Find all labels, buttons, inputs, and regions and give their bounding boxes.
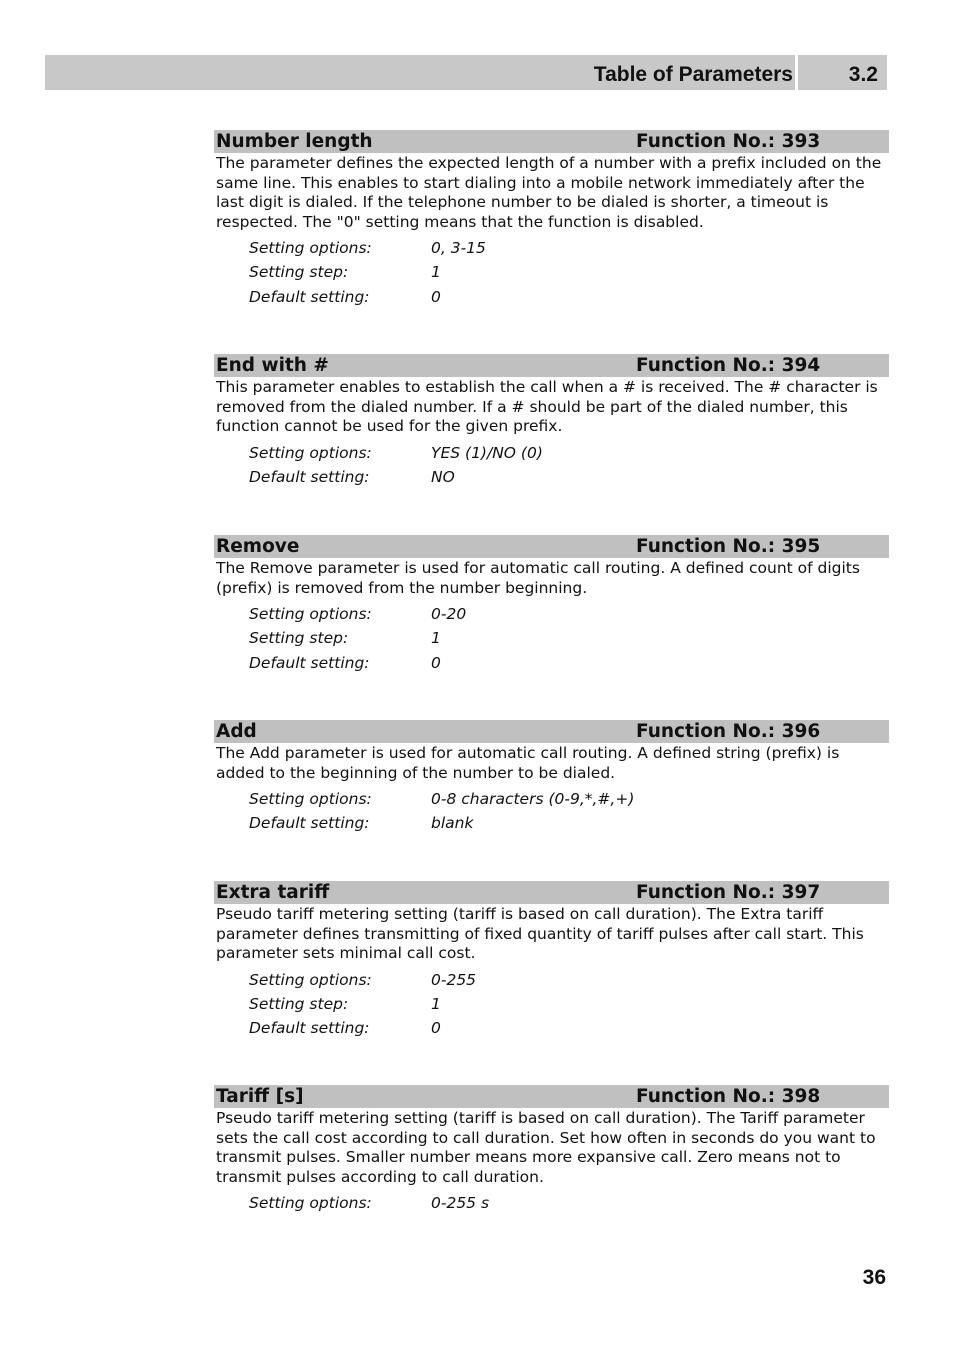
setting-row bbox=[214, 626, 889, 650]
setting-label: Default setting: bbox=[249, 287, 370, 306]
setting-value: 0 bbox=[431, 1019, 441, 1038]
section-header bbox=[214, 720, 889, 743]
setting-value: blank bbox=[431, 814, 474, 833]
setting-row bbox=[214, 285, 889, 309]
setting-label: Setting options: bbox=[249, 239, 372, 257]
setting-label: Default setting: bbox=[249, 1019, 370, 1038]
parameter-section-398 bbox=[214, 1085, 889, 1215]
chapter-number: 3.2 bbox=[848, 63, 878, 86]
setting-value: 1 bbox=[431, 629, 441, 648]
function-number: Function No.: 396 bbox=[636, 721, 821, 742]
section-description: The parameter defines the expected length of a number with a prefix included on the same line. This enables to start dialing into a mobile network immediately after the last digit is dialed. If the telephone number to be dialed is shorter, a timeout is respected. The "0" setting means that the function is disabled. bbox=[216, 154, 882, 231]
section-header bbox=[214, 130, 889, 153]
setting-label: Setting step: bbox=[249, 629, 349, 648]
setting-value: 1 bbox=[431, 263, 441, 282]
section-description: The Add parameter is used for automatic call routing. A defined string (prefix) is added to the beginning of the number to be dialed. bbox=[216, 744, 840, 782]
setting-value: 0, 3-15 bbox=[431, 239, 486, 257]
setting-row bbox=[214, 787, 889, 811]
setting-value: YES (1)/NO (0) bbox=[431, 443, 543, 462]
section-title: Tariff [s] bbox=[216, 1086, 304, 1107]
function-number: Function No.: 393 bbox=[636, 131, 821, 152]
section-title: Remove bbox=[216, 536, 300, 557]
setting-row bbox=[214, 1191, 889, 1215]
setting-value: 0-255 bbox=[431, 970, 477, 989]
setting-label: Setting options: bbox=[249, 1194, 372, 1212]
function-number: Function No.: 395 bbox=[636, 536, 821, 557]
parameter-section-396 bbox=[214, 720, 889, 836]
setting-row bbox=[214, 260, 889, 284]
setting-value: 0 bbox=[431, 287, 441, 306]
section-description: The Remove parameter is used for automatic call routing. A defined count of digits (prefix) is removed from the number beginning. bbox=[216, 559, 860, 597]
section-title: End with # bbox=[216, 355, 329, 376]
setting-label: Setting options: bbox=[249, 790, 372, 808]
settings-list bbox=[214, 787, 889, 836]
settings-list bbox=[214, 1191, 889, 1215]
section-description: Pseudo tariff metering setting (tariff is based on call duration). The Tariff parameter sets the call cost according to call duration. Set how often in seconds do you want to transmit pulses. Smaller number means more expansive call. Zero means not to transmit pulses according to call duration. bbox=[216, 1109, 876, 1186]
setting-label: Default setting: bbox=[249, 467, 370, 486]
setting-row bbox=[214, 651, 889, 675]
setting-value: 0-20 bbox=[431, 605, 467, 623]
setting-row bbox=[214, 236, 889, 260]
setting-label: Setting step: bbox=[249, 994, 349, 1013]
section-header bbox=[214, 881, 889, 904]
setting-label: Setting options: bbox=[249, 605, 372, 623]
section-header bbox=[214, 1085, 889, 1108]
setting-row bbox=[214, 602, 889, 626]
setting-label: Setting options: bbox=[249, 443, 372, 462]
setting-row bbox=[214, 811, 889, 835]
parameter-section-395 bbox=[214, 535, 889, 675]
settings-list bbox=[214, 968, 889, 1041]
setting-label: Setting options: bbox=[249, 970, 372, 989]
page-header bbox=[45, 55, 887, 90]
setting-row bbox=[214, 465, 889, 489]
setting-label: Default setting: bbox=[249, 653, 370, 672]
page-number: 36 bbox=[862, 1266, 886, 1289]
function-number: Function No.: 397 bbox=[636, 882, 821, 903]
section-header bbox=[214, 354, 889, 377]
header-title: Table of Parameters bbox=[593, 63, 793, 86]
setting-value: 0-8 characters (0-9,*,#,+) bbox=[431, 790, 635, 808]
setting-value: 0 bbox=[431, 653, 441, 672]
function-number: Function No.: 394 bbox=[636, 355, 821, 376]
setting-row bbox=[214, 992, 889, 1016]
setting-row bbox=[214, 1016, 889, 1040]
parameter-section-397 bbox=[214, 881, 889, 1041]
setting-label: Setting step: bbox=[249, 263, 349, 282]
function-number: Function No.: 398 bbox=[636, 1086, 821, 1107]
section-title: Extra tariff bbox=[216, 882, 330, 903]
setting-row bbox=[214, 968, 889, 992]
parameter-section-393 bbox=[214, 130, 889, 309]
section-title: Add bbox=[216, 721, 257, 742]
setting-label: Default setting: bbox=[249, 814, 370, 833]
settings-list bbox=[214, 236, 889, 309]
section-description: This parameter enables to establish the call when a # is received. The # character is removed from the dialed number. If a # should be part of the dialed number, this function cannot be used for the given prefix. bbox=[216, 378, 878, 435]
parameter-section-394 bbox=[214, 354, 889, 489]
section-header bbox=[214, 535, 889, 558]
setting-value: NO bbox=[431, 467, 455, 486]
setting-value: 1 bbox=[431, 994, 441, 1013]
settings-list bbox=[214, 602, 889, 675]
section-title: Number length bbox=[216, 131, 373, 152]
section-description: Pseudo tariff metering setting (tariff is based on call duration). The Extra tariff parameter defines transmitting of fixed quantity of tariff pulses after call start. This parameter sets minimal call cost. bbox=[216, 905, 864, 962]
settings-list bbox=[214, 441, 889, 490]
setting-value: 0-255 s bbox=[431, 1194, 490, 1212]
setting-row bbox=[214, 441, 889, 465]
